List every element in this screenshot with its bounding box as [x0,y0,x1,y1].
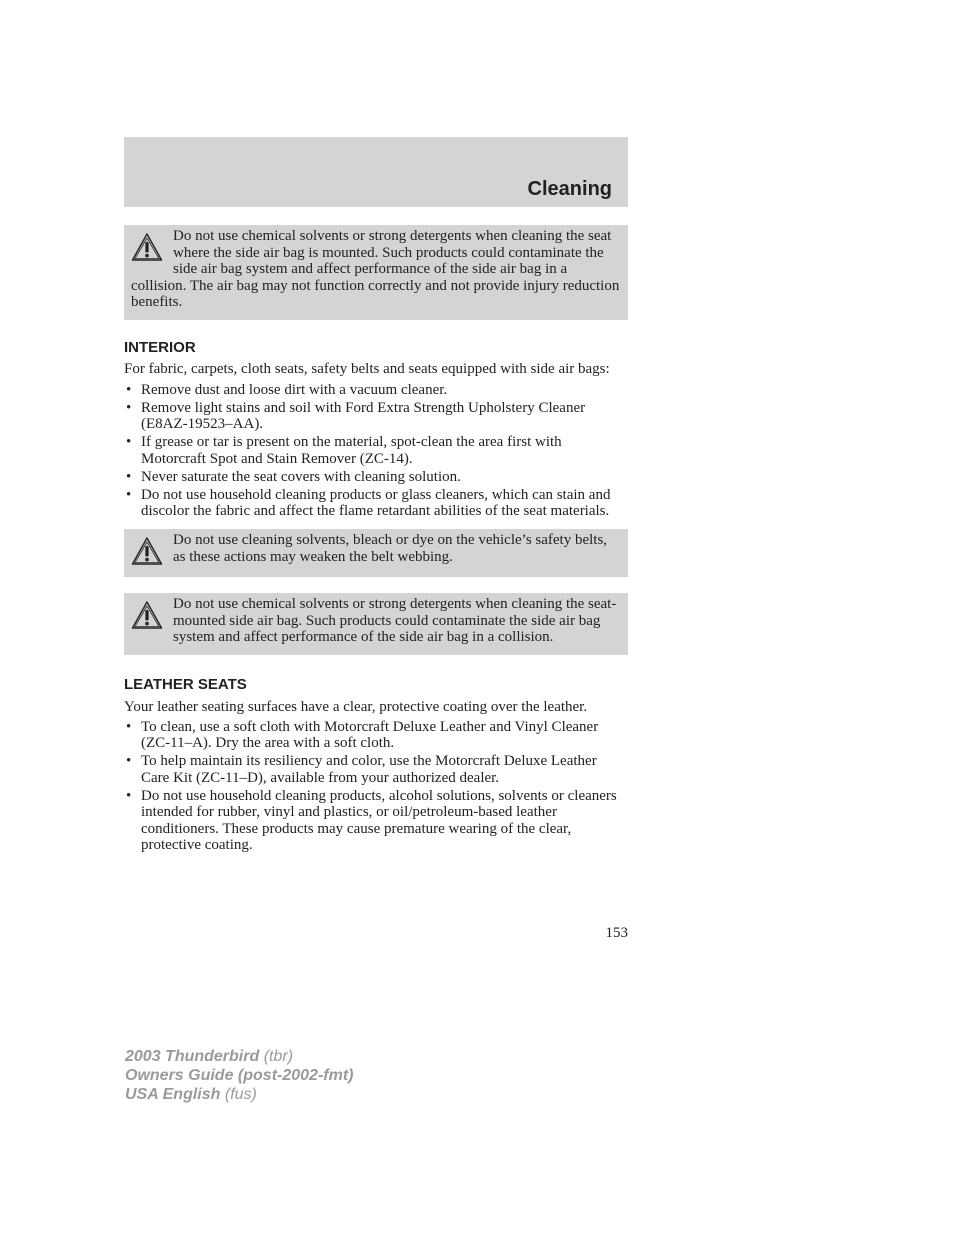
list-item: • To help maintain its resiliency and color, use the Motorcraft Deluxe Leather Care Kit (ZC-11–D), available from your authorized dealer. [124,753,628,786]
list-item: • Remove dust and loose dirt with a vacuum cleaner. [124,382,628,399]
section-title-leather-seats: LEATHER SEATS [124,675,247,693]
warning-box-safety-belts [124,529,628,577]
warning-text: Do not use chemical solvents or strong detergents when cleaning the seat-mounted side air bag. Such products could contaminate the side air bag system and affect performance of the side air bag in a collision. [173,596,617,645]
page-content [124,225,628,855]
leather-bullet-list [124,719,628,854]
list-item: • If grease or tar is present on the material, spot-clean the area first with Motorcraft Spot and Stain Remover (ZC-14). [124,434,628,467]
warning-triangle-icon [131,536,163,566]
footer-line-guide [125,1066,353,1085]
warning-box-seat-mounted-airbag [124,593,628,655]
list-item: • Do not use household cleaning products or glass cleaners, which can stain and discolor the fabric and affect the flame retardant abilities of the seat materials. [124,487,628,520]
interior-intro: For fabric, carpets, cloth seats, safety belts and seats equipped with side air bags: [124,361,610,377]
list-item: • Do not use household cleaning products, alcohol solutions, solvents or cleaners intended for rubber, vinyl and plastics, or oil/petroleum-based leather conditioners. These products may cause premature wearing of the clear, protective coating. [124,788,628,854]
footer-line-language [125,1085,353,1104]
list-item: • Never saturate the seat covers with cleaning solution. [124,469,628,486]
footer-model: 2003 Thunderbird [125,1048,260,1065]
list-item: • Remove light stains and soil with Ford Extra Strength Upholstery Cleaner (E8AZ-19523–AA). [124,400,628,433]
warning-triangle-icon [131,232,163,262]
chapter-title: Cleaning [527,178,612,200]
footer-model-code: (tbr) [263,1048,294,1065]
leather-intro: Your leather seating surfaces have a clear, protective coating over the leather. [124,699,588,715]
document-footer [125,1047,353,1104]
interior-bullet-list [124,382,628,520]
warning-text: Do not use chemical solvents or strong detergents when cleaning the seat where the side air bag is mounted. Such products could contaminate the side air bag system and affect performance of the side air bag in a collision. The air bag may not function correctly and not provide injury reduction benefits. [131,228,620,310]
warning-triangle-icon [131,600,163,630]
footer-language: USA English [125,1086,221,1103]
warning-text: Do not use cleaning solvents, bleach or dye on the vehicle’s safety belts, as these actions may weaken the belt webbing. [173,532,608,565]
chapter-header [124,137,628,207]
section-title-interior: INTERIOR [124,338,196,356]
footer-language-code: (fus) [224,1086,257,1103]
warning-box-side-airbag [124,225,628,320]
footer-guide: Owners Guide (post-2002-fmt) [125,1067,354,1084]
page-number: 153 [605,925,628,941]
footer-line-model [125,1047,353,1066]
list-item: • To clean, use a soft cloth with Motorcraft Deluxe Leather and Vinyl Cleaner (ZC-11–A). Dry the area with a soft cloth. [124,719,628,752]
